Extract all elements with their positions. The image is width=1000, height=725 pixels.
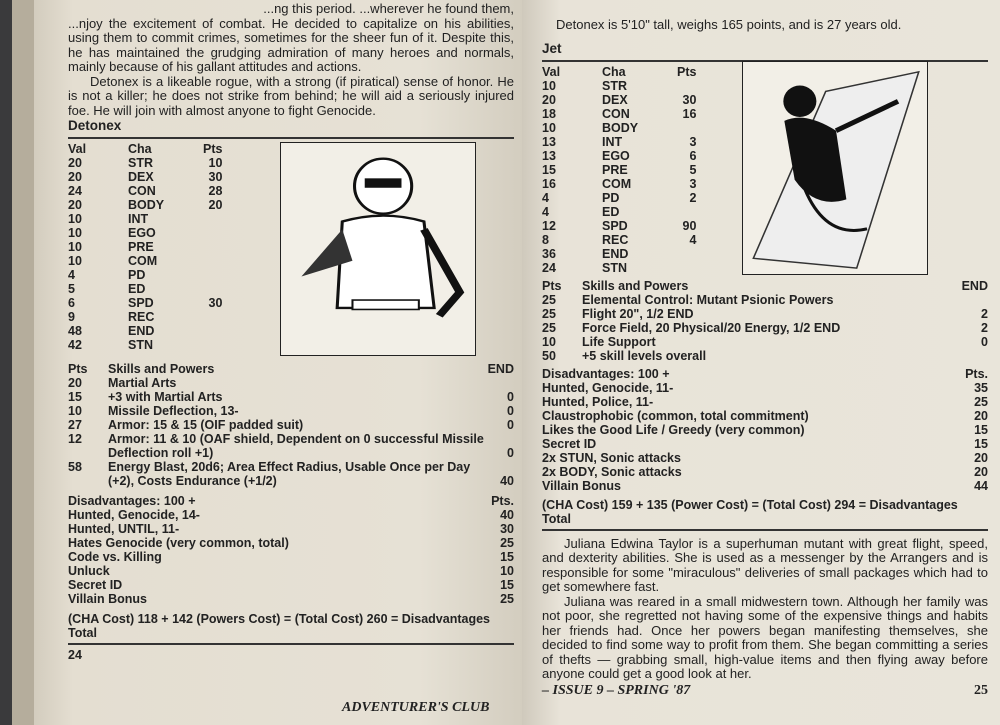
characteristic-row (68, 170, 226, 184)
disadvantage-row (542, 409, 988, 423)
pts-header: Pts (542, 278, 562, 293)
disadvantage-name: Secret ID (542, 436, 597, 451)
power-points: 25 (542, 306, 556, 321)
char-value: 10 (68, 226, 82, 240)
char-name: BODY (128, 198, 165, 212)
character-name: Detonex (68, 118, 122, 133)
char-points (203, 212, 226, 226)
power-points: 27 (68, 418, 82, 432)
char-name: STR (128, 156, 153, 170)
disadvantage-points: 15 (974, 422, 988, 437)
char-value: 20 (542, 92, 556, 107)
power-row (542, 307, 988, 321)
char-name: REC (128, 310, 155, 324)
disadvantage-row (542, 465, 988, 479)
disadvantage-row (68, 536, 514, 550)
disadvantage-row (542, 451, 988, 465)
characteristic-row (68, 156, 226, 170)
char-name: REC (602, 232, 629, 247)
char-value: 10 (68, 240, 82, 254)
stats-grid (68, 142, 226, 352)
char-name: STR (602, 78, 627, 93)
bio-paragraph: Juliana Edwina Taylor is a superhuman mutant with great flight, speed, and dexterity abilities. She is used as a messenger by the Arrangers and is responsible for some "miraculous" deliveries of small packages which had to get somewhere fast. (542, 535, 988, 594)
char-value: 9 (68, 310, 75, 324)
power-points: 50 (542, 348, 556, 363)
char-points (203, 240, 226, 254)
disadvantage-name: Hunted, Genocide, 14- (68, 508, 200, 522)
disadvantages-title: Disadvantages: 100 + (68, 494, 196, 508)
characteristic-row (68, 268, 226, 282)
page-number: 24 (68, 648, 82, 662)
col-header-cha: Cha (602, 64, 626, 79)
power-row (542, 321, 988, 335)
disadvantage-name: Hunted, Genocide, 11- (542, 380, 674, 395)
char-value: 13 (542, 134, 556, 149)
disadvantage-points: 35 (974, 380, 988, 395)
characteristic-row (542, 121, 700, 135)
characteristic-row (542, 107, 700, 121)
char-points (677, 247, 700, 261)
power-points: 20 (68, 376, 82, 390)
detonex-stats-note: Detonex is 5'10" tall, weighs 165 points, and is 27 years old. (556, 17, 902, 32)
char-name: SPD (602, 218, 628, 233)
char-value: 20 (68, 156, 82, 170)
pts-label: Pts. (491, 494, 514, 508)
characteristic-row (542, 205, 700, 219)
characteristic-row (68, 184, 226, 198)
char-value: 4 (68, 268, 75, 282)
disadvantage-row (542, 395, 988, 409)
character-name: Jet (542, 40, 562, 56)
characteristic-row (68, 282, 226, 296)
char-points (677, 79, 700, 93)
intro-paragraph: ...njoy the excitement of combat. He decided to capitalize on his abilities, using them to commit crimes, sometimes for the sheer fun of it. Despite this, he has maintained the grudging admiration of many heroes and normals, mainly because of his gallant attitudes and actions. (68, 15, 514, 74)
disadvantage-name: Hunted, UNTIL, 11- (68, 522, 180, 536)
char-points (677, 261, 700, 275)
powers-title: Skills and Powers (108, 362, 215, 376)
characteristic-row (542, 177, 700, 191)
power-row (68, 418, 514, 432)
char-value: 8 (542, 232, 549, 247)
jet-illustration (742, 61, 928, 275)
disadvantage-name: Hates Genocide (very common, total) (68, 536, 289, 550)
char-value: 4 (542, 204, 549, 219)
end-header: END (487, 362, 514, 376)
char-value: 10 (542, 78, 556, 93)
power-end: 0 (507, 418, 514, 432)
power-end: 0 (981, 334, 988, 349)
powers-list (68, 362, 514, 488)
powers-title: Skills and Powers (582, 278, 689, 293)
power-name: +5 skill levels overall (582, 348, 707, 363)
disadvantage-row (68, 508, 514, 522)
char-value: 4 (542, 190, 549, 205)
char-name: CON (128, 184, 156, 198)
magazine-footer: ADVENTURER'S CLUB (342, 700, 490, 715)
end-header: END (961, 278, 988, 293)
col-header-pts: Pts (203, 142, 223, 156)
power-name: Energy Blast, 20d6; Area Effect Radius, Usable Once per Day (+2), Costs Endurance (+1/2) (108, 460, 471, 488)
disadvantages-header (68, 494, 514, 508)
char-value: 36 (542, 246, 556, 261)
char-name: INT (602, 134, 623, 149)
characteristic-row (542, 219, 700, 233)
power-end: 2 (981, 320, 988, 335)
disadvantage-row (542, 437, 988, 451)
power-points: 25 (542, 292, 556, 307)
disadvantage-points: 25 (500, 592, 514, 606)
pts-label: Pts. (965, 366, 988, 381)
power-row (68, 376, 514, 390)
power-end: 40 (500, 474, 514, 488)
char-value: 10 (68, 254, 82, 268)
char-name: COM (602, 176, 632, 191)
disadvantages-title: Disadvantages: 100 + (542, 366, 670, 381)
char-points (203, 268, 226, 282)
characteristic-row (542, 79, 700, 93)
disadvantage-name: 2x BODY, Sonic attacks (542, 464, 682, 479)
intro-paragraph: Detonex is a likeable rogue, with a strong (if piratical) sense of honor. He is not a killer; he does not strike from behind; he will aid a seriously injured foe. He will join with almost anyone to fight Genocide. (68, 73, 514, 118)
left-page (12, 0, 522, 725)
power-row (68, 404, 514, 418)
char-value: 16 (542, 176, 556, 191)
char-value: 5 (68, 282, 75, 296)
char-points (203, 338, 226, 352)
divider (68, 137, 514, 139)
characteristic-row (542, 247, 700, 261)
power-name: Force Field, 20 Physical/20 Energy, 1/2 END (582, 320, 841, 335)
col-header-val: Val (68, 142, 87, 156)
disadvantage-row (68, 578, 514, 592)
char-points: 3 (689, 176, 697, 191)
page-edge (12, 0, 34, 725)
char-points (677, 121, 700, 135)
power-name: +3 with Martial Arts (108, 390, 223, 404)
char-points: 6 (689, 148, 697, 163)
disadvantage-points: 15 (500, 578, 514, 592)
stats-grid (542, 65, 700, 275)
powers-header (542, 279, 988, 293)
stats-block (542, 65, 988, 279)
char-points: 4 (689, 232, 697, 247)
characteristic-row (68, 254, 226, 268)
col-header-pts: Pts (677, 64, 697, 79)
char-value: 10 (68, 212, 82, 226)
power-points: 25 (542, 320, 556, 335)
disadvantage-name: Villain Bonus (68, 592, 147, 606)
disadvantage-name: Claustrophobic (common, total commitment) (542, 408, 809, 423)
char-name: ED (602, 204, 620, 219)
power-end: 2 (981, 306, 988, 321)
characteristic-row (542, 93, 700, 107)
power-points: 10 (68, 404, 82, 418)
disadvantages-list (542, 367, 988, 493)
right-content (542, 18, 988, 698)
disadvantage-points: 30 (500, 522, 514, 536)
char-value: 15 (542, 162, 556, 177)
disadvantage-row (68, 550, 514, 564)
char-name: ED (128, 282, 146, 296)
power-points: 58 (68, 460, 82, 474)
char-points (203, 324, 226, 338)
power-end: 0 (507, 404, 514, 418)
characteristic-row (542, 261, 700, 275)
disadvantage-name: Unluck (68, 564, 110, 578)
col-header-cha: Cha (128, 142, 152, 156)
issue-footer: – ISSUE 9 – SPRING '87 (542, 682, 691, 698)
left-content (68, 2, 514, 662)
char-name: CON (602, 106, 630, 121)
disadvantage-row (542, 479, 988, 493)
characteristic-row (68, 296, 226, 310)
disadvantage-row (68, 564, 514, 578)
power-points: 15 (68, 390, 82, 404)
characteristic-row (542, 233, 700, 247)
cost-total: (CHA Cost) 118 + 142 (Powers Cost) = (Total Cost) 260 = Disadvantages Total (68, 612, 491, 640)
char-value: 20 (68, 170, 82, 184)
characteristic-row (542, 191, 700, 205)
char-value: 13 (542, 148, 556, 163)
bio-paragraph: Juliana was reared in a small midwestern town. Although her family was not poor, she regretted not having some of the expensive things and habits her friends had. Once her powers began manifesting themselves, she decided to find some way to profit from them. She began committing a series of thefts — grabbing small, high-value items and then flying away before anyone could get a good look at her. (542, 593, 988, 681)
char-points: 10 (208, 156, 223, 170)
char-points: 16 (682, 106, 697, 121)
char-points (203, 226, 226, 240)
disadvantage-points: 40 (500, 508, 514, 522)
cost-total: (CHA Cost) 159 + 135 (Power Cost) = (Total Cost) 294 = Disadvantages Total (542, 497, 958, 526)
char-points: 30 (208, 170, 223, 184)
col-header-val: Val (542, 64, 561, 79)
disadvantage-points: 25 (974, 394, 988, 409)
power-end: 0 (507, 446, 514, 460)
disadvantage-name: Code vs. Killing (68, 550, 162, 564)
disadvantage-points: 20 (974, 464, 988, 479)
disadvantage-row (68, 592, 514, 606)
char-name: PD (128, 268, 146, 282)
char-name: DEX (602, 92, 628, 107)
char-name: PRE (602, 162, 628, 177)
disadvantage-row (68, 522, 514, 536)
characteristic-row (68, 226, 226, 240)
char-name: STN (128, 338, 153, 352)
disadvantage-points: 15 (974, 436, 988, 451)
characteristic-row (68, 324, 226, 338)
power-row (68, 390, 514, 404)
disadvantage-row (542, 381, 988, 395)
divider (542, 529, 988, 531)
char-name: PRE (128, 240, 154, 254)
char-value: 10 (542, 120, 556, 135)
characteristic-row (68, 240, 226, 254)
char-points: 30 (682, 92, 697, 107)
characteristic-row (542, 163, 700, 177)
characteristic-row (542, 149, 700, 163)
disadvantage-name: Likes the Good Life / Greedy (very common) (542, 422, 805, 437)
char-value: 24 (542, 260, 556, 275)
char-points (203, 282, 226, 296)
char-name: EGO (128, 226, 156, 240)
char-points: 3 (689, 134, 697, 149)
disadvantages-header (542, 367, 988, 381)
power-row (542, 349, 988, 363)
characteristic-row (68, 338, 226, 352)
characteristic-row (68, 310, 226, 324)
disadvantage-row (542, 423, 988, 437)
disadvantage-points: 20 (974, 450, 988, 465)
power-name: Elemental Control: Mutant Psionic Powers (582, 292, 834, 307)
char-name: INT (128, 212, 149, 226)
char-value: 42 (68, 338, 82, 352)
char-points (677, 205, 700, 219)
char-points: 20 (208, 198, 223, 212)
disadvantage-points: 15 (500, 550, 514, 564)
char-name: STN (602, 260, 627, 275)
divider (68, 643, 514, 645)
power-name: Martial Arts (108, 376, 177, 390)
top-fragment: ...ng this period. ...wherever he found them, (263, 1, 514, 16)
char-value: 20 (68, 198, 82, 212)
char-name: DEX (128, 170, 154, 184)
power-name: Flight 20", 1/2 END (582, 306, 694, 321)
disadvantage-points: 44 (974, 478, 988, 493)
disadvantage-name: Hunted, Police, 11- (542, 394, 654, 409)
disadvantages-list (68, 494, 514, 606)
power-row (542, 293, 988, 307)
power-points: 10 (542, 334, 556, 349)
char-points: 2 (689, 190, 697, 205)
char-name: COM (128, 254, 158, 268)
char-name: SPD (128, 296, 154, 310)
characteristic-row (68, 212, 226, 226)
char-name: EGO (602, 148, 630, 163)
char-name: BODY (602, 120, 639, 135)
power-row (68, 460, 514, 488)
detonex-intro (68, 17, 514, 119)
power-end: 0 (507, 390, 514, 404)
char-name: PD (602, 190, 620, 205)
disadvantage-points: 10 (500, 564, 514, 578)
disadvantage-points: 20 (974, 408, 988, 423)
powers-list (542, 279, 988, 363)
char-value: 6 (68, 296, 75, 310)
power-name: Life Support (582, 334, 656, 349)
char-points: 30 (208, 296, 223, 310)
char-value: 18 (542, 106, 556, 121)
char-points: 28 (208, 184, 223, 198)
power-name: Armor: 15 & 15 (OIF padded suit) (108, 418, 304, 432)
disadvantage-points: 25 (500, 536, 514, 550)
power-name: Missile Deflection, 13- (108, 404, 239, 418)
characteristic-row (68, 198, 226, 212)
page-number: 25 (974, 682, 988, 698)
stats-block (68, 142, 514, 358)
power-row (68, 432, 514, 460)
char-value: 12 (542, 218, 556, 233)
power-points: 12 (68, 432, 82, 446)
char-value: 24 (68, 184, 82, 198)
pts-header: Pts (68, 362, 88, 376)
char-points: 5 (689, 162, 697, 177)
detonex-illustration (280, 142, 476, 356)
powers-header (68, 362, 514, 376)
disadvantage-name: 2x STUN, Sonic attacks (542, 450, 681, 465)
page-footer (542, 684, 988, 698)
char-value: 48 (68, 324, 82, 338)
char-points (203, 254, 226, 268)
disadvantage-name: Secret ID (68, 578, 123, 592)
char-name: END (128, 324, 155, 338)
char-name: END (602, 246, 629, 261)
char-points (203, 310, 226, 324)
char-points: 90 (682, 218, 697, 233)
jet-bio (542, 537, 988, 682)
right-page (522, 0, 1000, 725)
power-row (542, 335, 988, 349)
disadvantage-name: Villain Bonus (542, 478, 621, 493)
characteristic-row (542, 135, 700, 149)
power-name: Armor: 11 & 10 (OAF shield, Dependent on 0 successful Missile Deflection roll +1) (108, 432, 484, 460)
